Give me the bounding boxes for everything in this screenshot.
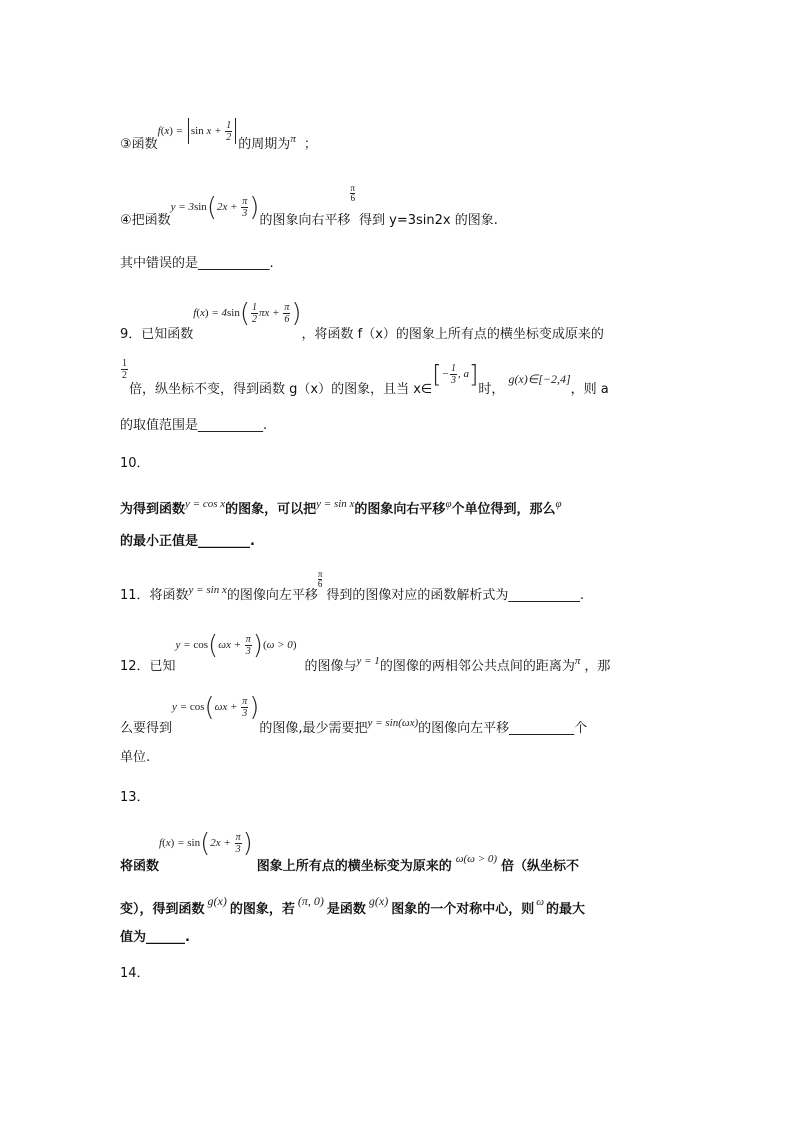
q12-line2-a: 么要得到: [120, 720, 173, 736]
item3-end: ；: [303, 136, 317, 152]
q10-d: 个单位得到，那么: [451, 502, 556, 517]
q13-cond: ω(ω > 0): [455, 852, 498, 865]
q9-line3: 的取值范围是__________.: [120, 418, 268, 433]
q12-d: ，那: [584, 658, 611, 674]
q13-line2: [120, 890, 586, 917]
item4-line: [120, 183, 498, 228]
q9-interval: [− $\frac{1}{3}$ , a]: [432, 360, 479, 388]
item4-shift: $\frac{\pi}{6}$: [350, 183, 356, 203]
q13-line2-a: 变），得到函数: [120, 902, 205, 917]
q13-g: g(x): [207, 894, 227, 908]
q10-b: 的图象，可以把: [225, 502, 317, 517]
q13-c: 倍（纵坐标不: [501, 858, 580, 874]
q13-line2-e: 的最大: [546, 902, 586, 917]
item3-pi: π: [290, 132, 296, 145]
q13-a: 将函数: [120, 858, 160, 874]
item4-formula: y = 3sin(2x + $\frac{\pi}{3}$ ): [170, 192, 260, 222]
q12-f1: y = cos(ωx + $\frac{\pi}{3}$ )(ω > 0): [175, 630, 297, 660]
q13-g-2: g(x): [368, 894, 389, 908]
q10-f1: y = cos x: [185, 498, 226, 510]
q9-formula: f(x) = 4sin( $\frac{1}{2}$ πx + $\frac{\pi}{6}$ ): [193, 298, 302, 328]
q12-line2-c: 的图像向左平移__________个: [418, 720, 588, 736]
q12-line2-b: 的图像,最少需要把: [259, 720, 368, 736]
q12-line1: [120, 630, 611, 674]
q10-phi: φ: [445, 498, 452, 510]
q9-line2-c: ，则 a: [570, 381, 609, 397]
q9-half: $\frac{1}{2}$: [122, 357, 127, 381]
q13-line2-b: 的图象，若: [229, 902, 295, 917]
q9-prefix: 已知函数: [141, 326, 194, 342]
q9-line2-a: 倍，纵坐标不变，得到函数 g（x）的图象，且当 x∈: [129, 381, 433, 397]
q11-shift: $\frac{\pi}{6}$: [317, 569, 323, 589]
q9-line2: [120, 357, 609, 397]
q11-b: 的图像向左平移: [226, 588, 318, 603]
q12-f3: y = cos(ωx + $\frac{\pi}{3}$ ): [172, 692, 260, 722]
item3-formula: f(x) = sin x + 1 2: [158, 125, 239, 137]
item4-prefix: ④把函数: [120, 212, 171, 228]
q13-f: f(x) = sin(2x + $\frac{\pi}{3}$ ): [159, 828, 253, 858]
q10-phi-2: φ: [555, 498, 562, 510]
q12-a: 12．已知: [120, 658, 176, 674]
item3-suffix: 的周期为: [238, 136, 291, 152]
q11-line: [120, 569, 585, 603]
q13-line3: 值为______.: [120, 930, 190, 945]
q10-f2: y = sin x: [316, 498, 355, 510]
item4-suffix: 得到 y=3sin2x 的图象.: [359, 212, 498, 228]
q10-line2: 的最小正值是________.: [120, 534, 255, 549]
q10-a: 为得到函数: [120, 502, 186, 517]
q13-line2-c: 是函数: [326, 902, 366, 917]
q14-number: 14．: [120, 966, 150, 981]
q13-b: 图象上所有点的横坐标变为原来的: [256, 858, 452, 874]
q13-point: (π, 0): [297, 894, 324, 908]
q13-line2-d: 图象的一个对称中心，则: [391, 902, 535, 917]
q9-range: g(x)∈[−2,4]: [508, 371, 571, 386]
q12-pi: π: [574, 654, 581, 667]
q9-line2-b: 时，: [478, 381, 505, 397]
q13-omega: ω: [536, 896, 545, 908]
q9-line1-rest: ，将函数 f（x）的图象上所有点的横坐标变成原来的: [301, 326, 604, 342]
q10-c: 的图象向右平移: [354, 502, 446, 517]
q11-c: 得到的图像对应的函数解析式为___________.: [326, 588, 585, 603]
q12-b: 的图像与: [304, 658, 357, 674]
q9-line1: [120, 298, 604, 342]
q13-number: 13．: [120, 790, 150, 805]
q12-c: 的图像的两相邻公共点间的距离为: [379, 658, 575, 674]
q12-line3: 单位.: [120, 750, 151, 765]
q9-number: 9．: [120, 326, 142, 342]
item4-mid: 的图象向右平移: [259, 212, 351, 228]
q12-f4: y = sin(ωx): [367, 716, 419, 729]
item3-prefix: ③函数: [120, 136, 158, 152]
item3-line: [120, 119, 317, 152]
q10-number: 10．: [120, 456, 150, 471]
q12-f2: y = 1: [356, 654, 380, 667]
q11-f: y = sin x: [188, 584, 227, 596]
q11-a: 11．将函数: [120, 588, 189, 603]
errors-line: 其中错误的是___________.: [120, 256, 274, 271]
q10-line1: [120, 498, 562, 517]
